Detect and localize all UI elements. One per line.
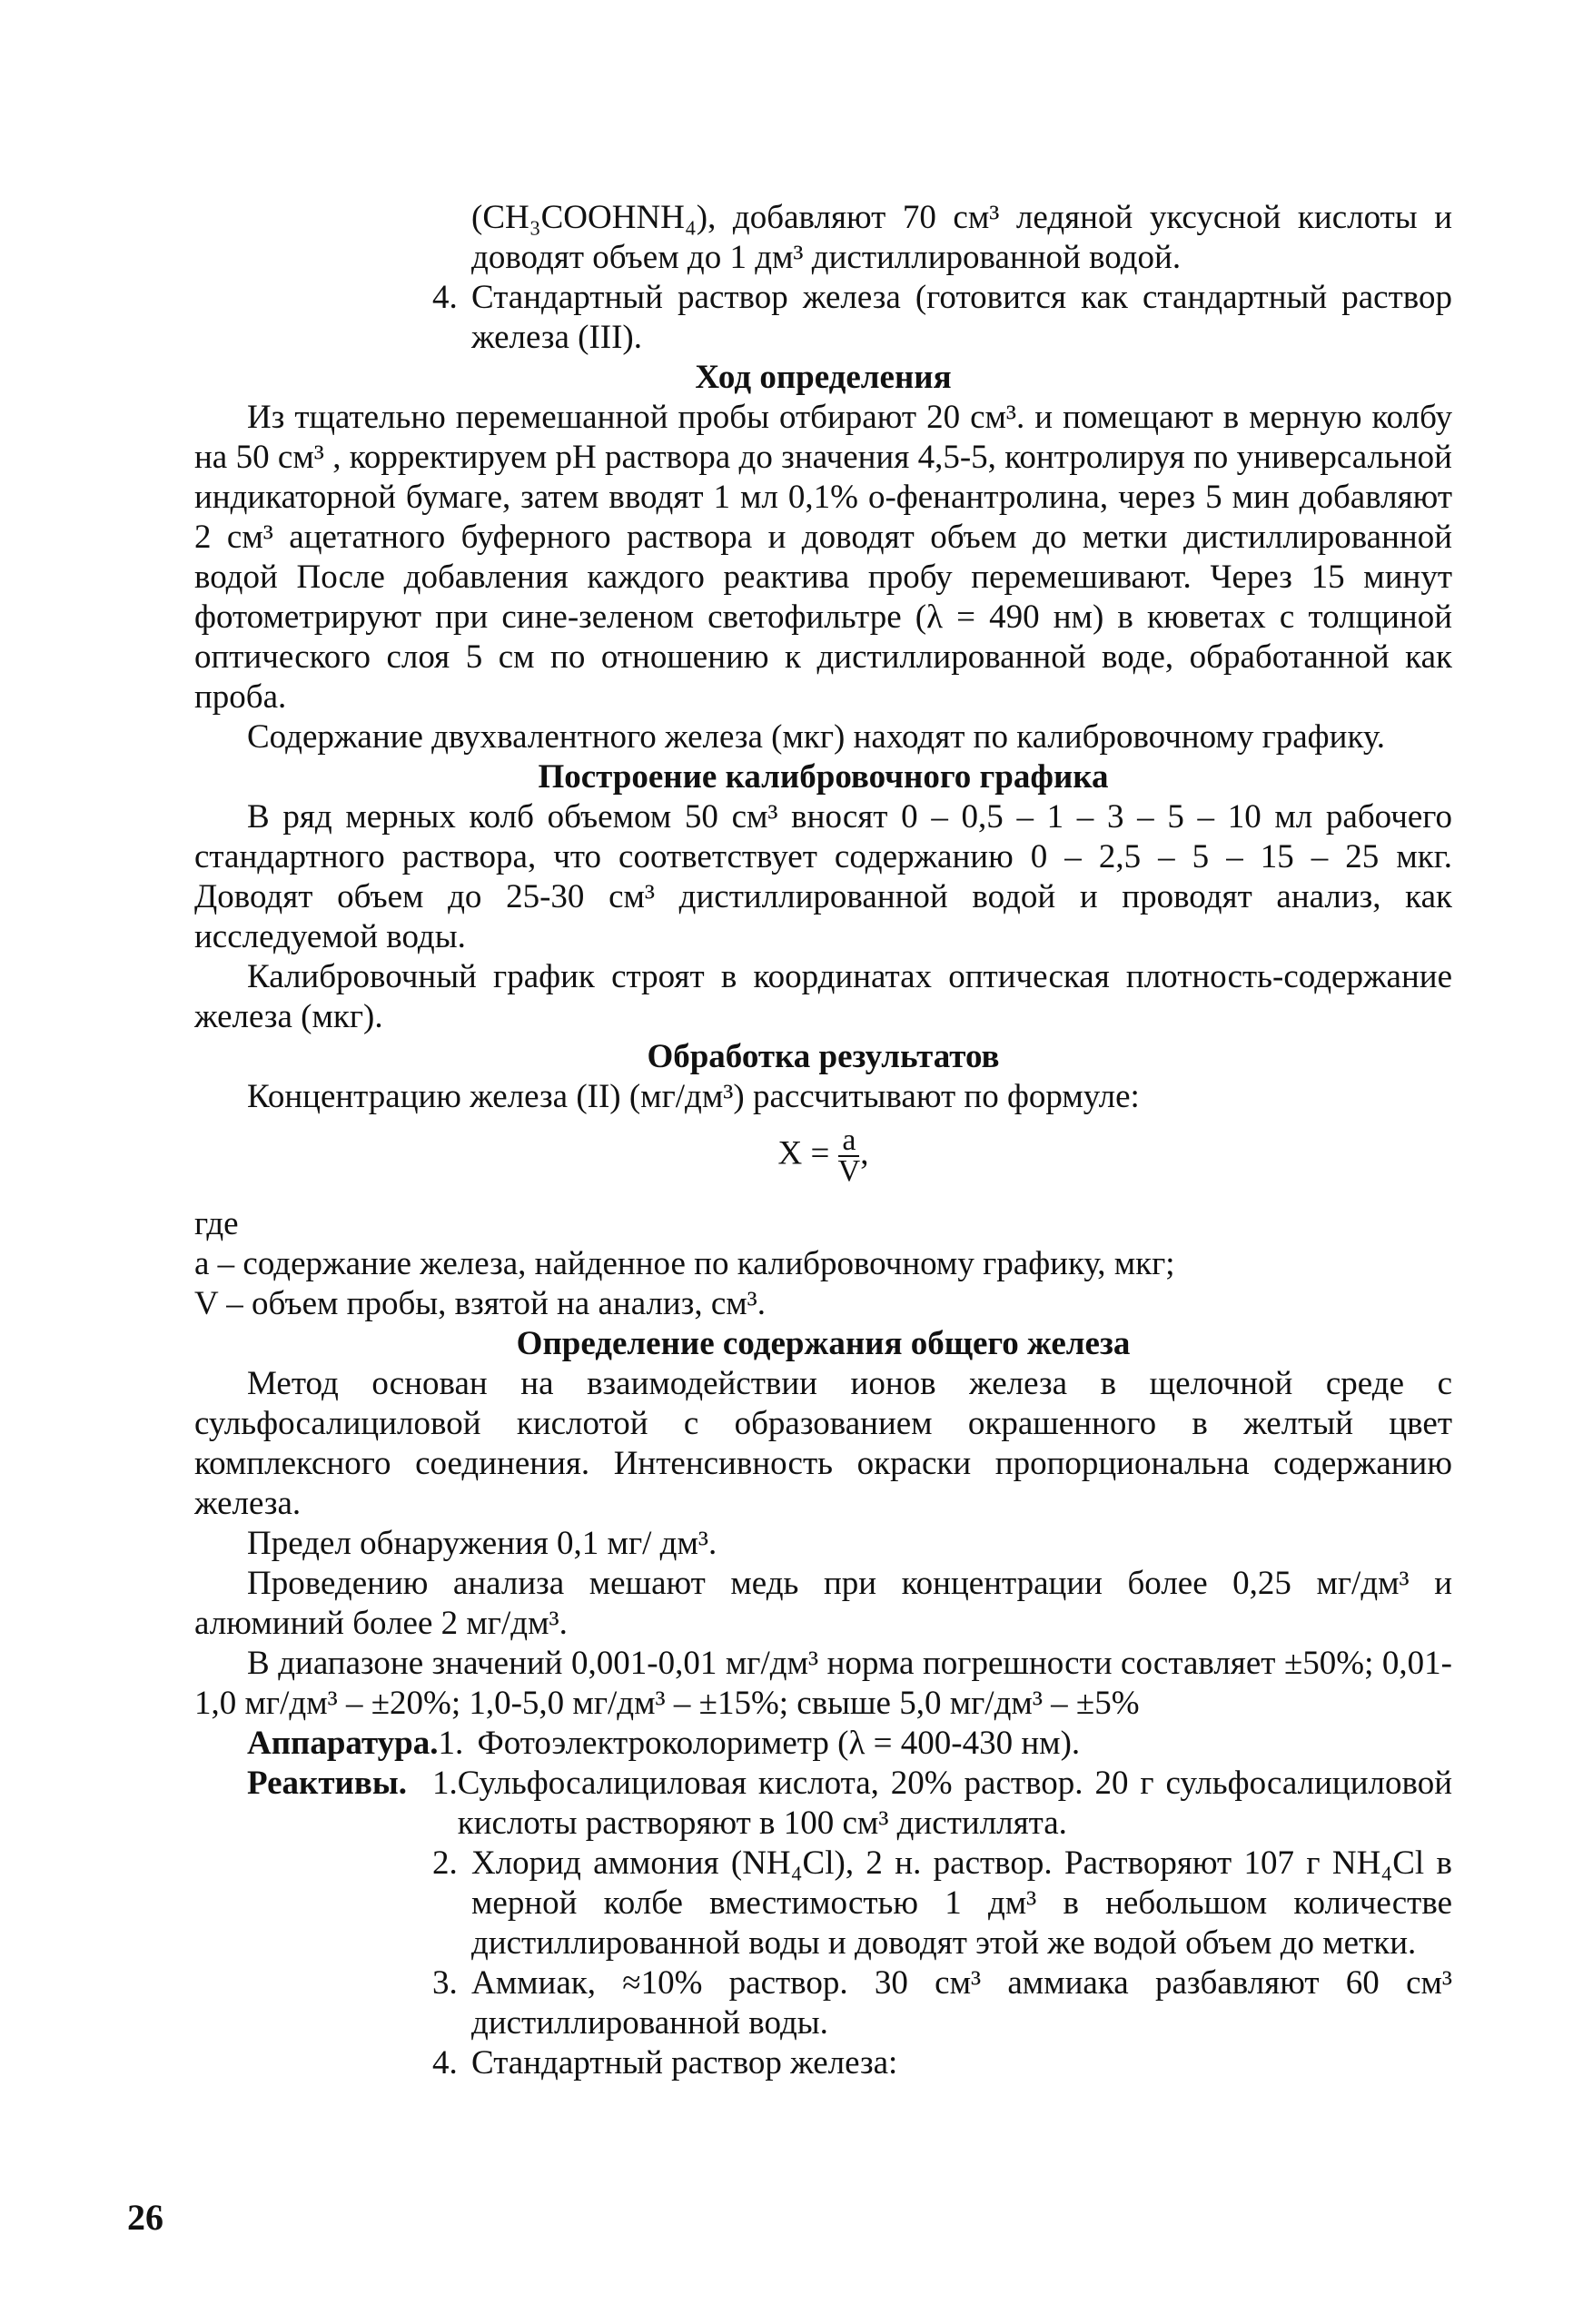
formula-numerator: a [838, 1126, 859, 1157]
formula-tail: , [860, 1134, 869, 1172]
section-title-calibration: Построение калибровочного графика [538, 758, 1109, 796]
reagent-number: 3. [432, 1964, 458, 2002]
formula [194, 1117, 1452, 1204]
section-title-results: Обработка результатов [647, 1038, 1000, 1075]
paragraph-total-iron-4: В диапазоне значений 0,001-0,01 мг/дм³ норма погрешности составляет ±50%; 0,01-1,0 мг/дм³ – ±20%; 1,0-5,0 мг/дм³ – ±15%; свыше 5,0 мг/дм³ – ±5% [194, 1645, 1452, 1722]
paragraph-calibration-1: В ряд мерных колб объемом 50 см³ вносят 0 – 0,5 – 1 – 3 – 5 – 10 мл рабочего стандартного раствора, что соответствует содержанию 0 – 2,5 – 5 – 15 – 25 мкг. Доводят объем до 25-30 см³ дистиллированной водой и проводят анализ, как исследуемой воды. [194, 798, 1452, 955]
reagent-continuation: (CH₃COOHNH₄), добавляют 70 см³ ледяной уксусной кислоты и доводят объем до 1 дм³ дистиллированной водой. [471, 199, 1452, 276]
reagent-number: 2. [432, 1844, 458, 1882]
reagent-item-3 [194, 1963, 1452, 2043]
item-text: Стандартный раствор железа (готовится как стандартный раствор железа (III). [471, 279, 1452, 356]
reagent-text: Стандартный раствор железа: [471, 2044, 898, 2082]
reagent-number: 4. [432, 2044, 458, 2082]
item-number: 4. [432, 279, 458, 316]
where-label: где [194, 1205, 239, 1242]
paragraph-total-iron-2: Предел обнаружения 0,1 мг/ дм³. [247, 1525, 717, 1562]
apparatus-number: 1. [438, 1725, 464, 1762]
formula-denominator: V [837, 1154, 861, 1188]
reagent-item-2 [194, 1844, 1452, 1963]
paragraph-calibration-2: Калибровочный график строят в координатах оптическая плотность-содержание железа (мкг). [194, 958, 1452, 1035]
reagent-text: Хлорид аммония (NH₄Cl), 2 н. раствор. Растворяют 107 г NH₄Cl в мерной колбе вместимостью 1 дм³ в небольшом количестве дистиллированной воды и доводят этой же водой объем до метки. [471, 1844, 1452, 1962]
reagent-number: 1. [432, 1765, 458, 1802]
reagent-text: Аммиак, ≈10% раствор. 30 см³ аммиака разбавляют 60 см³ дистиллированной воды. [471, 1964, 1452, 2042]
paragraph-results-1: Концентрацию железа (II) (мг/дм³) рассчитывают по формуле: [247, 1078, 1140, 1115]
section-title-course: Ход определения [695, 359, 952, 396]
reagents-line-1 [194, 1764, 1452, 1844]
paragraph-total-iron-3: Проведению анализа мешают медь при концентрации более 0,25 мг/дм³ и алюминий более 2 мг/дм³. [194, 1565, 1452, 1642]
paragraph-course-1: Из тщательно перемешанной пробы отбирают 20 см³. и помещают в мерную колбу на 50 см³ , корректируем pH раствора до значения 4,5-5, контролируя по универсальной индикаторной бумаге, затем вводят 1 мл 0,1% о-фенантролина, через 5 мин добавляют 2 см³ ацетатного буферного раствора и доводят объем до метки дистиллированной водой После добавления каждого реактива пробу перемешивают. Через 15 минут фотометрируют при сине-зеленом светофильтре (λ = 490 нм) в кюветах с толщиной оптического слоя 5 см по отношению к дистиллированной воде, обработанной как проба. [194, 399, 1452, 716]
paragraph-course-2: Содержание двухвалентного железа (мкг) находят по калибровочному графику. [247, 718, 1385, 756]
formula-lhs: X = [777, 1134, 830, 1172]
page-number: 26 [127, 2197, 163, 2238]
paragraph-total-iron-1: Метод основан на взаимодействии ионов железа в щелочной среде с сульфосалициловой кислотой с образованием окрашенного в желтый цвет комплексного соединения. Интенсивность окраски пропорциональна содержанию железа. [194, 1365, 1452, 1522]
reagents-label: Реактивы. [247, 1765, 407, 1802]
apparatus-line [194, 1724, 1452, 1764]
document-page [194, 0, 1452, 2324]
definition-v: V – объем пробы, взятой на анализ, см³. [194, 1285, 766, 1322]
formula-fraction [837, 1123, 861, 1188]
reagent-item-4 [194, 2043, 1452, 2083]
apparatus-label: Аппаратура. [247, 1725, 439, 1762]
definition-a: а – содержание железа, найденное по калибровочному графику, мкг; [194, 1245, 1175, 1282]
reagent-text: Сульфосалициловая кислота, 20% раствор. 20 г сульфосалициловой кислоты растворяют в 100 см³ дистиллята. [457, 1765, 1452, 1842]
reagent-item-4-standard [194, 278, 1452, 358]
apparatus-text: Фотоэлектроколориметр (λ = 400-430 нм). [477, 1725, 1081, 1762]
section-title-total-iron: Определение содержания общего железа [516, 1325, 1131, 1362]
